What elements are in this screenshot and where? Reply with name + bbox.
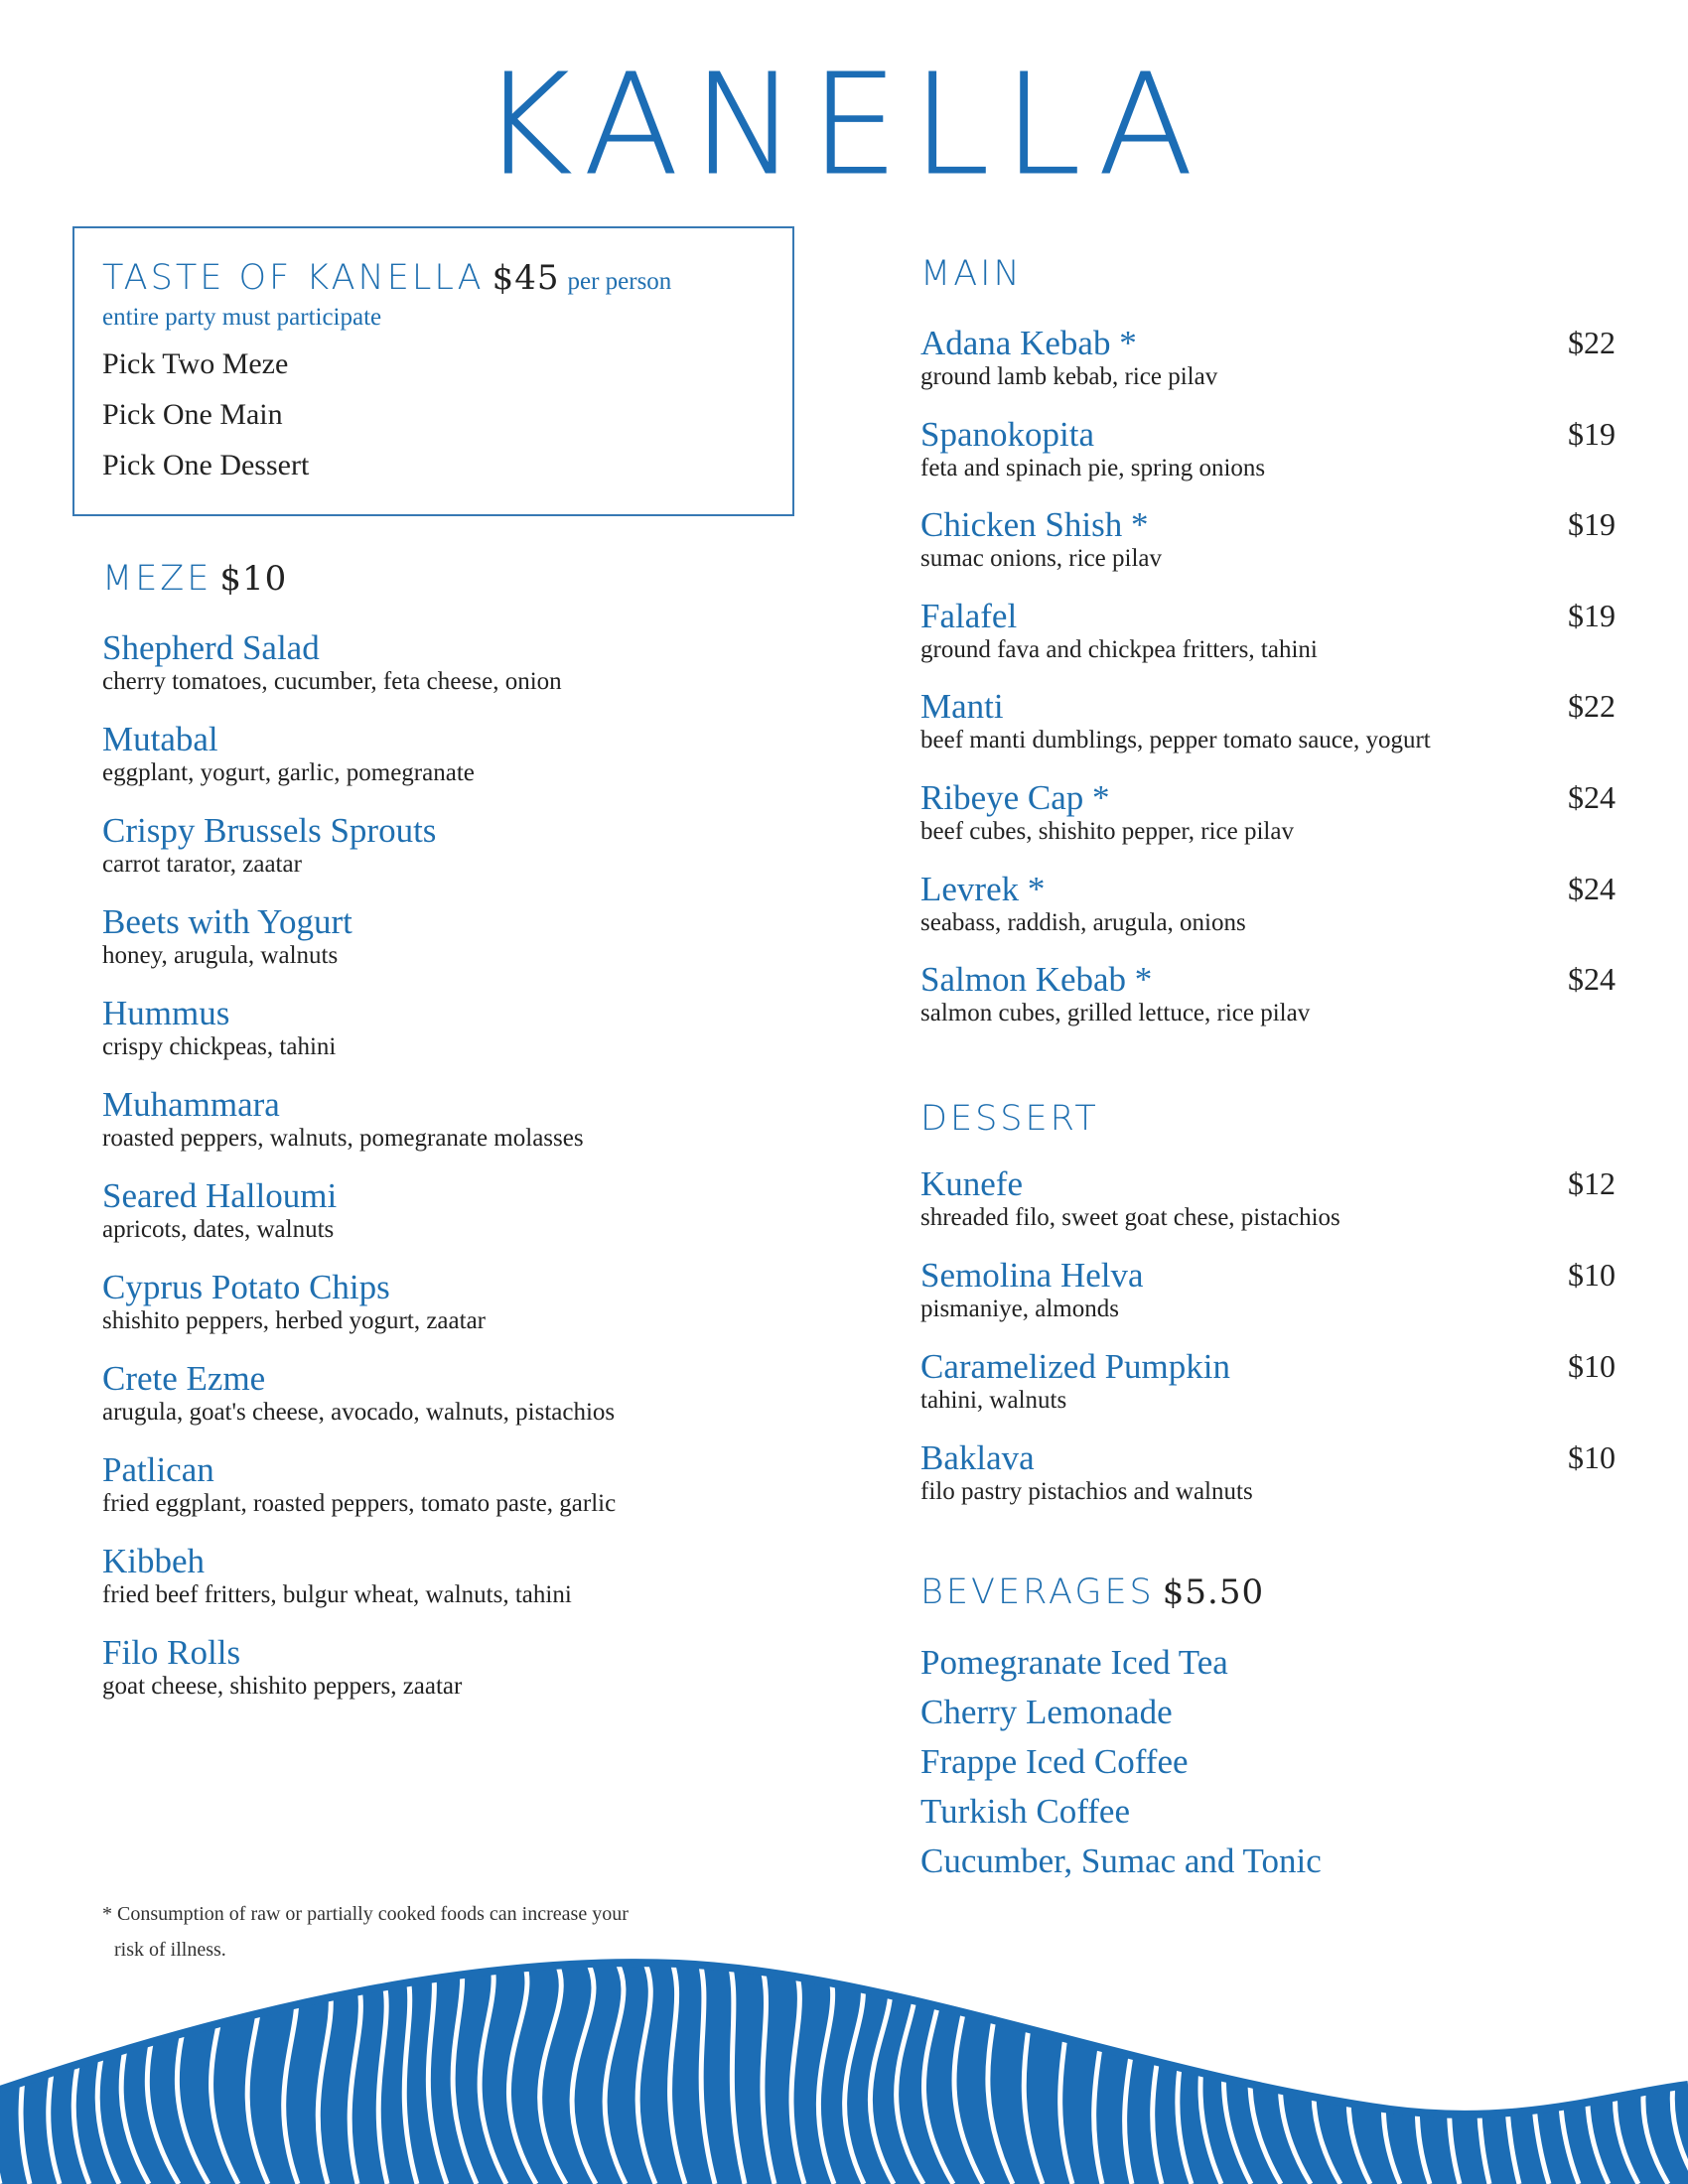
item-price: $19 (1568, 506, 1616, 543)
item-name: Levrek * (920, 869, 1046, 908)
item-name: Kunefe (920, 1164, 1024, 1203)
item-description: fried eggplant, roasted peppers, tomato paste, garlic (102, 1490, 617, 1517)
main-title: MAIN (920, 254, 1023, 294)
item-name: Salmon Kebab * (920, 960, 1153, 1000)
pick-item: Pick One Main (102, 398, 283, 431)
item-description: arugula, goat's cheese, avocado, walnuts, pistachios (102, 1399, 616, 1426)
item-price: $19 (1568, 415, 1616, 452)
menu-item (920, 1165, 1616, 1233)
item-description: roasted peppers, walnuts, pomegranate molasses (102, 1125, 584, 1152)
menu-item (920, 688, 1616, 755)
item-name: Adana Kebab * (920, 324, 1137, 362)
menu-item (920, 1257, 1616, 1324)
menu-item (102, 995, 797, 1062)
beverage-item: Turkish Coffee (920, 1792, 1130, 1831)
item-price: $10 (1568, 1348, 1616, 1384)
item-name: Semolina Helva (920, 1256, 1144, 1295)
item-name: Manti (920, 687, 1004, 727)
item-name: Seared Halloumi (102, 1176, 338, 1215)
item-description: fried beef fritters, bulgur wheat, walnuts, tahini (102, 1581, 572, 1608)
menu-item (920, 961, 1616, 1028)
taste-title-row (102, 258, 671, 298)
item-name: Shepherd Salad (102, 628, 320, 667)
item-description: crispy chickpeas, tahini (102, 1033, 337, 1060)
meze-title: MEZE (102, 559, 212, 599)
meze-header (102, 559, 287, 599)
menu-item (102, 1543, 797, 1610)
item-name: Filo Rolls (102, 1633, 241, 1672)
menu-item (920, 871, 1616, 938)
item-price: $24 (1568, 779, 1616, 815)
item-description: carrot tarator, zaatar (102, 851, 302, 878)
item-description: eggplant, yogurt, garlic, pomegranate (102, 759, 475, 786)
beverage-item: Pomegranate Iced Tea (920, 1643, 1228, 1682)
item-name: Caramelized Pumpkin (920, 1347, 1231, 1386)
item-description: goat cheese, shishito peppers, zaatar (102, 1673, 463, 1700)
beverages-title: BEVERAGES (920, 1572, 1155, 1612)
item-name: Hummus (102, 994, 230, 1032)
item-name: Kibbeh (102, 1542, 206, 1580)
beverages-header (920, 1572, 1264, 1612)
dessert-title: DESSERT (920, 1099, 1099, 1139)
item-description: pismaniye, almonds (920, 1296, 1119, 1322)
item-price: $22 (1568, 325, 1616, 360)
item-name: Beets with Yogurt (102, 902, 352, 941)
beverages-price: $5.50 (1162, 1572, 1265, 1612)
menu-item (102, 1086, 797, 1154)
dessert-header (920, 1099, 1099, 1139)
item-description: beef manti dumblings, pepper tomato sauce, yogurt (920, 727, 1431, 754)
item-description: feta and spinach pie, spring onions (920, 454, 1266, 481)
beverage-item: Cherry Lemonade (920, 1693, 1173, 1731)
menu-item (102, 629, 797, 697)
item-name: Crispy Brussels Sprouts (102, 811, 437, 850)
taste-of-kanella-box (72, 226, 794, 516)
main-header (920, 254, 1023, 294)
item-description: seabass, raddish, arugula, onions (920, 908, 1246, 936)
item-price: $24 (1568, 961, 1616, 998)
pick-item: Pick One Dessert (102, 449, 310, 481)
menu-item (920, 416, 1616, 483)
decorative-wave-graphic (0, 1946, 1688, 2184)
item-price: $19 (1568, 597, 1616, 633)
item-description: shreaded filo, sweet goat chese, pistachios (920, 1204, 1340, 1231)
item-description: ground fava and chickpea fritters, tahini (920, 635, 1318, 663)
menu-item (920, 1439, 1616, 1507)
menu-item (102, 1451, 797, 1519)
item-description: ground lamb kebab, rice pilav (920, 363, 1218, 390)
menu-item (920, 1348, 1616, 1416)
item-price: $24 (1568, 870, 1616, 906)
item-name: Muhammara (102, 1085, 280, 1124)
item-description: cherry tomatoes, cucumber, feta cheese, onion (102, 668, 562, 695)
item-name: Chicken Shish * (920, 505, 1149, 545)
menu-item (102, 721, 797, 788)
taste-title: TASTE OF KANELLA (102, 258, 485, 298)
item-description: sumac onions, rice pilav (920, 545, 1162, 573)
item-name: Falafel (920, 596, 1018, 635)
taste-note: entire party must participate (102, 304, 382, 331)
item-name: Cyprus Potato Chips (102, 1268, 390, 1306)
beverages-list (920, 1643, 1616, 1901)
item-description: apricots, dates, walnuts (102, 1216, 335, 1243)
item-price: $10 (1568, 1439, 1616, 1475)
menu-item (102, 903, 797, 971)
item-price: $12 (1568, 1165, 1616, 1201)
taste-price: $45 (492, 258, 560, 298)
menu-item (102, 812, 797, 880)
item-name: Spanokopita (920, 414, 1094, 454)
menu-item (102, 1634, 797, 1702)
pick-item: Pick Two Meze (102, 347, 289, 380)
item-name: Baklava (920, 1438, 1035, 1477)
footnote-line: risk of illness. (114, 1939, 226, 1961)
menu-item (920, 506, 1616, 574)
menu-item (102, 1177, 797, 1245)
item-description: filo pastry pistachios and walnuts (920, 1478, 1253, 1505)
item-name: Crete Ezme (102, 1359, 266, 1398)
taste-per-person: per person (567, 268, 672, 295)
meze-price: $10 (219, 559, 288, 599)
restaurant-logo: KANELLA (481, 45, 1207, 206)
item-description: shishito peppers, herbed yogurt, zaatar (102, 1307, 486, 1334)
menu-item (920, 779, 1616, 847)
menu-item (920, 325, 1616, 392)
menu-item (102, 1360, 797, 1428)
menu-item (102, 1269, 797, 1336)
item-price: $10 (1568, 1257, 1616, 1293)
item-description: tahini, walnuts (920, 1387, 1067, 1414)
item-name: Patlican (102, 1450, 214, 1489)
beverage-item: Cucumber, Sumac and Tonic (920, 1842, 1322, 1880)
item-price: $22 (1568, 688, 1616, 725)
item-name: Mutabal (102, 720, 218, 758)
item-name: Ribeye Cap * (920, 778, 1110, 817)
item-description: honey, arugula, walnuts (102, 942, 339, 969)
beverage-item: Frappe Iced Coffee (920, 1742, 1189, 1781)
menu-item (920, 598, 1616, 665)
footnote-line: * Consumption of raw or partially cooked foods can increase your (102, 1903, 629, 1925)
item-description: salmon cubes, grilled lettuce, rice pilav (920, 1000, 1311, 1027)
item-description: beef cubes, shishito pepper, rice pilav (920, 818, 1294, 845)
